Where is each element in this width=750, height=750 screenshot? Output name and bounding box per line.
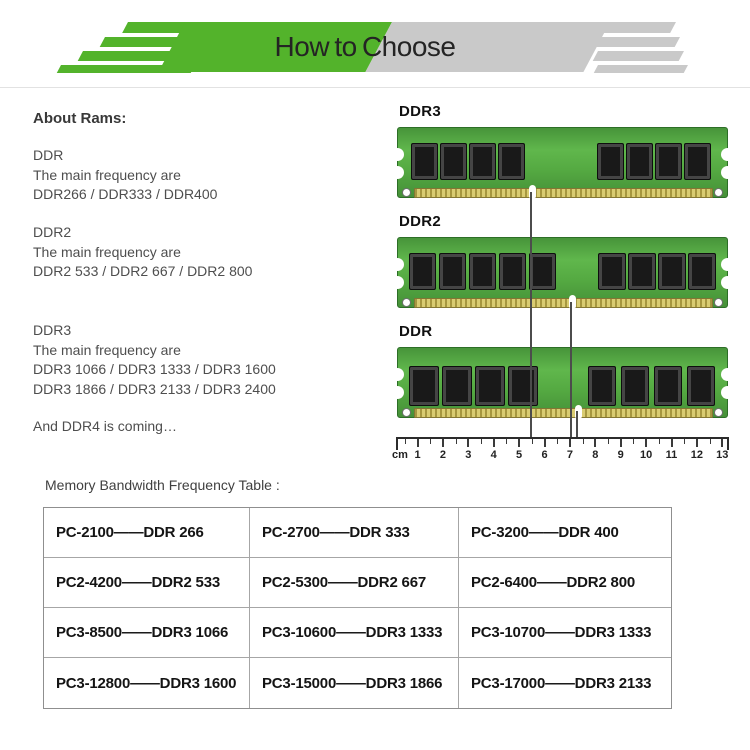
memory-chip (628, 253, 656, 290)
ddr-paragraph (33, 146, 217, 205)
freq-cell: PC-3200——DDR 400 (459, 508, 671, 558)
frequency-table (43, 507, 672, 709)
gold-pins (414, 188, 713, 198)
freq-cell: PC2-6400——DDR2 800 (459, 558, 671, 608)
ruler-tick (671, 439, 673, 447)
memory-chip (499, 253, 526, 290)
banner-stripe (594, 65, 688, 73)
ruler-minor-tick (633, 439, 634, 444)
text-line: The main frequency are (33, 166, 181, 183)
banner-title: How to Choose (274, 31, 456, 62)
text-line: The main frequency are (33, 243, 181, 260)
memory-chip (498, 143, 525, 180)
ruler-tick (442, 439, 444, 447)
freq-cell: PC2-5300——DDR2 667 (250, 558, 459, 608)
freq-cell: PC2-4200——DDR2 533 (44, 558, 250, 608)
text-line: DDR2 533 / DDR2 667 / DDR2 800 (33, 263, 253, 279)
ruler-tick (544, 439, 546, 447)
ruler-tick (594, 439, 596, 447)
ruler-tick (645, 439, 647, 447)
ruler-tick (417, 439, 419, 447)
ddr4-note: And DDR4 is coming… (33, 418, 177, 434)
banner-stripe (593, 37, 680, 47)
edge-notch (721, 386, 734, 399)
ram-stick-ddr3 (397, 127, 728, 198)
memory-chip (469, 143, 496, 180)
ruler-number: 9 (617, 449, 624, 461)
memory-chip (588, 366, 616, 406)
freq-cell: PC3-12800——DDR3 1600 (44, 658, 250, 708)
freq-cell: PC3-10700——DDR3 1333 (459, 608, 671, 658)
memory-chip (508, 366, 538, 406)
edge-notch (391, 258, 404, 271)
ruler-minor-tick (557, 439, 558, 444)
ruler-tick (721, 439, 723, 447)
ruler-minor-tick (659, 439, 660, 444)
memory-chip (411, 143, 438, 180)
ram-label-ddr3: DDR3 (399, 103, 442, 120)
memory-chip (409, 366, 439, 406)
memory-chip (598, 253, 626, 290)
ruler-number: 12 (690, 449, 704, 461)
text-line: DDR2 (33, 224, 72, 240)
pointer-line-ddr2 (570, 302, 572, 437)
ruler-number: 8 (592, 449, 599, 461)
ruler-tick (696, 439, 698, 447)
edge-notch (721, 166, 734, 179)
text-line: The main frequency are (33, 341, 181, 358)
ruler-minor-tick (532, 439, 533, 444)
memory-chip (439, 253, 466, 290)
ruler-number: 7 (566, 449, 573, 461)
edge-notch (391, 368, 404, 381)
ruler-minor-tick (481, 439, 482, 444)
memory-chip (654, 366, 682, 406)
table-heading: Memory Bandwidth Frequency Table : (45, 477, 280, 493)
ruler-minor-tick (583, 439, 584, 444)
text-line: DDR3 1066 / DDR3 1333 / DDR3 1600 (33, 361, 276, 377)
memory-chip (475, 366, 505, 406)
ruler-minor-tick (456, 439, 457, 444)
edge-notch (721, 148, 734, 161)
ddr3-paragraph (33, 321, 276, 399)
ruler-line (396, 437, 729, 439)
screw-hole (714, 408, 723, 417)
screw-hole (714, 298, 723, 307)
freq-cell: PC3-15000——DDR3 1866 (250, 658, 459, 708)
pointer-line-ddr3 (530, 192, 532, 437)
ruler-number: 13 (716, 449, 729, 461)
ruler-unit-label: cm (392, 449, 408, 461)
ram-label-ddr: DDR (399, 323, 433, 340)
ruler-tick (518, 439, 520, 447)
header-divider (0, 87, 750, 88)
banner-stripe (593, 51, 684, 61)
screw-hole (402, 298, 411, 307)
ruler-number: 1 (414, 449, 421, 461)
ruler-minor-tick (405, 439, 406, 444)
ruler-number: 3 (465, 449, 472, 461)
text-line: DDR3 (33, 322, 72, 338)
ruler-number: 6 (541, 449, 548, 461)
ruler-minor-tick (506, 439, 507, 444)
memory-chip (658, 253, 686, 290)
edge-notch (391, 166, 404, 179)
edge-notch (391, 148, 404, 161)
ruler-number: 10 (639, 449, 653, 461)
ddr2-paragraph (33, 223, 252, 282)
ruler-minor-tick (684, 439, 685, 444)
ram-label-ddr2: DDR2 (399, 213, 442, 230)
ruler-tick (467, 439, 469, 447)
memory-chip (687, 366, 715, 406)
edge-notch (721, 368, 734, 381)
ruler-number: 11 (665, 449, 678, 461)
edge-notch (391, 386, 404, 399)
screw-hole (402, 188, 411, 197)
memory-chip (529, 253, 556, 290)
memory-chip (621, 366, 649, 406)
ram-stick-ddr (397, 347, 728, 418)
screw-hole (402, 408, 411, 417)
freq-cell: PC-2100——DDR 266 (44, 508, 250, 558)
memory-chip (655, 143, 682, 180)
about-heading: About Rams: (33, 110, 127, 127)
memory-chip (688, 253, 716, 290)
ruler-number: 5 (516, 449, 523, 461)
banner-stripe (592, 22, 676, 33)
memory-chip (626, 143, 653, 180)
ruler-number: 4 (490, 449, 497, 461)
text-line: DDR3 1866 / DDR3 2133 / DDR3 2400 (33, 380, 276, 397)
ram-stick-ddr2 (397, 237, 728, 308)
header-banner (0, 0, 750, 95)
edge-notch (721, 276, 734, 289)
ruler-minor-tick (608, 439, 609, 444)
screw-hole (714, 188, 723, 197)
ruler-minor-tick (430, 439, 431, 444)
memory-chip (409, 253, 436, 290)
ruler-tick (493, 439, 495, 447)
freq-cell: PC3-17000——DDR3 2133 (471, 674, 652, 692)
memory-chip (440, 143, 467, 180)
gold-pins (414, 408, 713, 418)
freq-cell: PC3-10600——DDR3 1333 (250, 608, 459, 658)
memory-chip (442, 366, 472, 406)
edge-notch (391, 276, 404, 289)
ruler-number: 2 (439, 449, 446, 461)
edge-notch (721, 258, 734, 271)
ruler-minor-tick (710, 439, 711, 444)
memory-chip (469, 253, 496, 290)
text-line: DDR (33, 147, 64, 163)
pointer-line-ddr (576, 411, 578, 437)
freq-cell: PC3-8500——DDR3 1066 (44, 608, 250, 658)
freq-cell: PC-2700——DDR 333 (250, 508, 459, 558)
text-line: DDR266 / DDR333 / DDR400 (33, 186, 218, 202)
ruler-tick (569, 439, 571, 447)
memory-chip (684, 143, 711, 180)
gold-pins (414, 298, 713, 308)
memory-chip (597, 143, 624, 180)
ruler (392, 437, 729, 465)
ruler-tick (620, 439, 622, 447)
